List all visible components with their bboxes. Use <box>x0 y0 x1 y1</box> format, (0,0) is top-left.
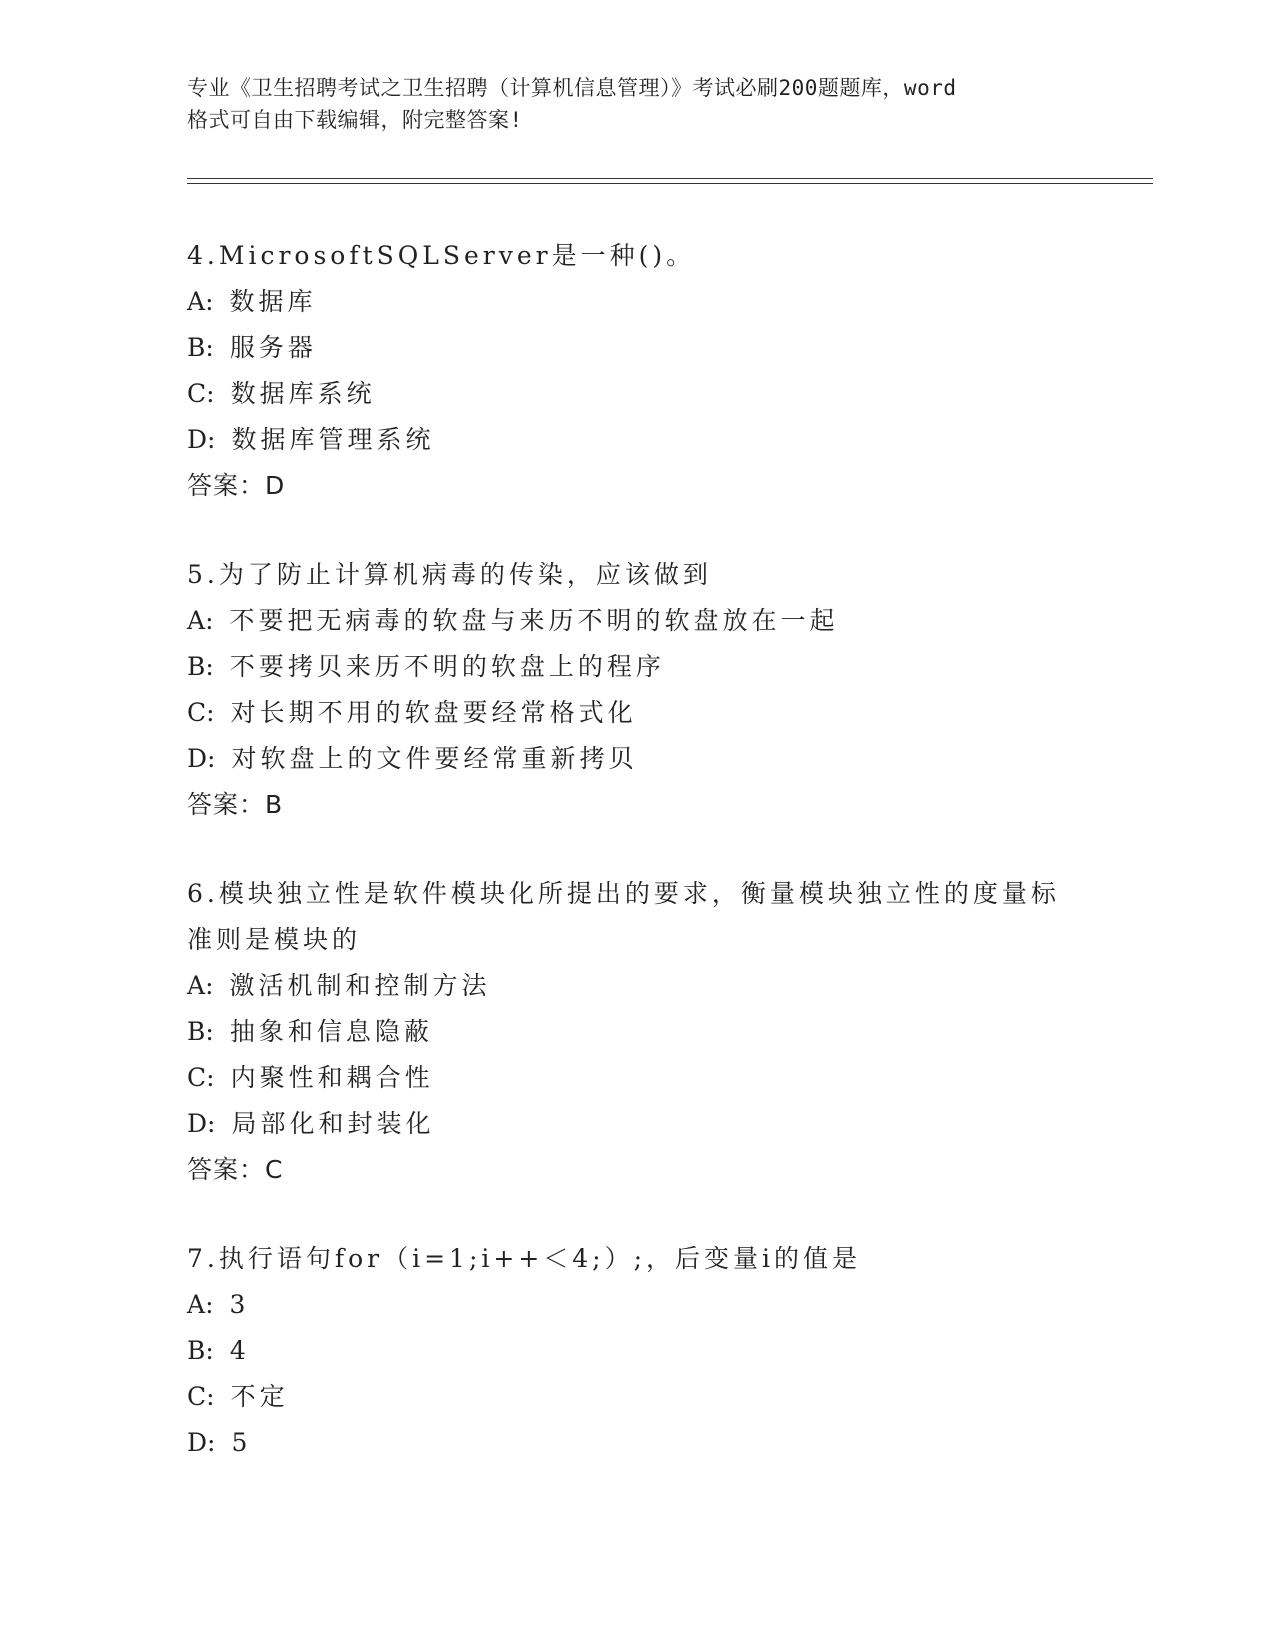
option-letter: C <box>187 1382 207 1411</box>
header-divider-top <box>187 178 1153 179</box>
option-separator: : <box>207 425 216 454</box>
option-text: 服务器 <box>229 333 317 362</box>
question-text: 模块独立性是软件模块化所提出的要求，衡量模块独立性的度量标 <box>218 879 1060 908</box>
option-separator: : <box>206 698 215 727</box>
question-stem <box>187 552 1087 598</box>
option-letter: C <box>187 379 207 408</box>
question-number: 7. <box>187 1244 219 1273</box>
option-c <box>187 1374 1087 1420</box>
option-text: 对长期不用的软盘要经常格式化 <box>230 698 637 727</box>
option-text: 对软盘上的文件要经常重新拷贝 <box>231 744 638 773</box>
question-6 <box>187 871 1087 1193</box>
answer-line: 答案：B <box>187 790 284 819</box>
option-a <box>187 279 1087 325</box>
option-separator: : <box>205 971 214 1000</box>
question-text: MicrosoftSQLServer是一种()。 <box>218 241 696 270</box>
option-b <box>187 644 1087 690</box>
option-separator: : <box>205 652 214 681</box>
option-separator: : <box>205 287 214 316</box>
question-stem <box>187 871 1087 917</box>
question-number: 5. <box>187 560 219 589</box>
option-separator: : <box>205 606 214 635</box>
question-text: 为了防止计算机病毒的传染，应该做到 <box>218 560 712 589</box>
option-separator: : <box>207 744 216 773</box>
option-letter: D <box>187 425 208 454</box>
option-letter: B <box>187 1336 206 1365</box>
option-text: 5 <box>231 1428 252 1457</box>
option-c <box>187 371 1087 417</box>
option-separator: : <box>206 1063 215 1092</box>
option-letter: C <box>187 1063 207 1092</box>
question-stem-continued: 准则是模块的 <box>187 925 362 954</box>
header-line-2: 格式可自由下载编辑，附完整答案! <box>187 108 523 132</box>
option-separator: : <box>205 1336 214 1365</box>
option-separator: : <box>206 379 215 408</box>
question-4 <box>187 233 1087 509</box>
option-d <box>187 1101 1087 1147</box>
option-text: 4 <box>229 1336 250 1365</box>
option-separator: : <box>206 1382 215 1411</box>
option-letter: C <box>187 698 207 727</box>
question-number: 4. <box>187 241 219 270</box>
option-b <box>187 1328 1087 1374</box>
option-text: 3 <box>229 1290 250 1319</box>
question-list <box>187 233 1087 1509</box>
option-separator: : <box>205 1290 214 1319</box>
option-text: 不定 <box>230 1382 289 1411</box>
option-separator: : <box>207 1428 216 1457</box>
option-letter: A <box>187 606 206 635</box>
option-a <box>187 598 1087 644</box>
document-header <box>187 72 1087 136</box>
header-line-1: 专业《卫生招聘考试之卫生招聘（计算机信息管理）》考试必刷200题题库，word <box>187 76 957 100</box>
option-b <box>187 325 1087 371</box>
option-c <box>187 1055 1087 1101</box>
option-a <box>187 1282 1087 1328</box>
option-separator: : <box>205 1017 214 1046</box>
option-text: 不要把无病毒的软盘与来历不明的软盘放在一起 <box>229 606 839 635</box>
question-7 <box>187 1236 1087 1466</box>
option-letter: A <box>187 1290 206 1319</box>
option-letter: B <box>187 333 206 362</box>
option-separator: : <box>205 333 214 362</box>
option-d <box>187 736 1087 782</box>
question-stem <box>187 1236 1087 1282</box>
option-text: 不要拷贝来历不明的软盘上的程序 <box>229 652 665 681</box>
question-number: 6. <box>187 879 219 908</box>
option-text: 数据库 <box>229 287 317 316</box>
option-letter: D <box>187 1428 208 1457</box>
question-text: 执行语句for（i=1;i++＜4;）;，后变量i的值是 <box>218 1244 862 1273</box>
option-letter: B <box>187 652 206 681</box>
answer-line: 答案：D <box>187 471 286 500</box>
option-a <box>187 963 1087 1009</box>
option-text: 数据库系统 <box>230 379 376 408</box>
option-letter: A <box>187 287 206 316</box>
option-text: 局部化和封装化 <box>231 1109 435 1138</box>
option-letter: A <box>187 971 206 1000</box>
option-text: 激活机制和控制方法 <box>229 971 491 1000</box>
question-stem <box>187 233 1087 279</box>
option-text: 抽象和信息隐蔽 <box>229 1017 433 1046</box>
option-separator: : <box>207 1109 216 1138</box>
question-5 <box>187 552 1087 828</box>
option-d <box>187 1420 1087 1466</box>
option-letter: D <box>187 744 208 773</box>
option-text: 内聚性和耦合性 <box>230 1063 434 1092</box>
option-d <box>187 417 1087 463</box>
option-c <box>187 690 1087 736</box>
option-text: 数据库管理系统 <box>231 425 435 454</box>
option-b <box>187 1009 1087 1055</box>
option-letter: B <box>187 1017 206 1046</box>
answer-line: 答案：C <box>187 1155 284 1184</box>
option-letter: D <box>187 1109 208 1138</box>
header-divider-bottom <box>187 183 1153 184</box>
